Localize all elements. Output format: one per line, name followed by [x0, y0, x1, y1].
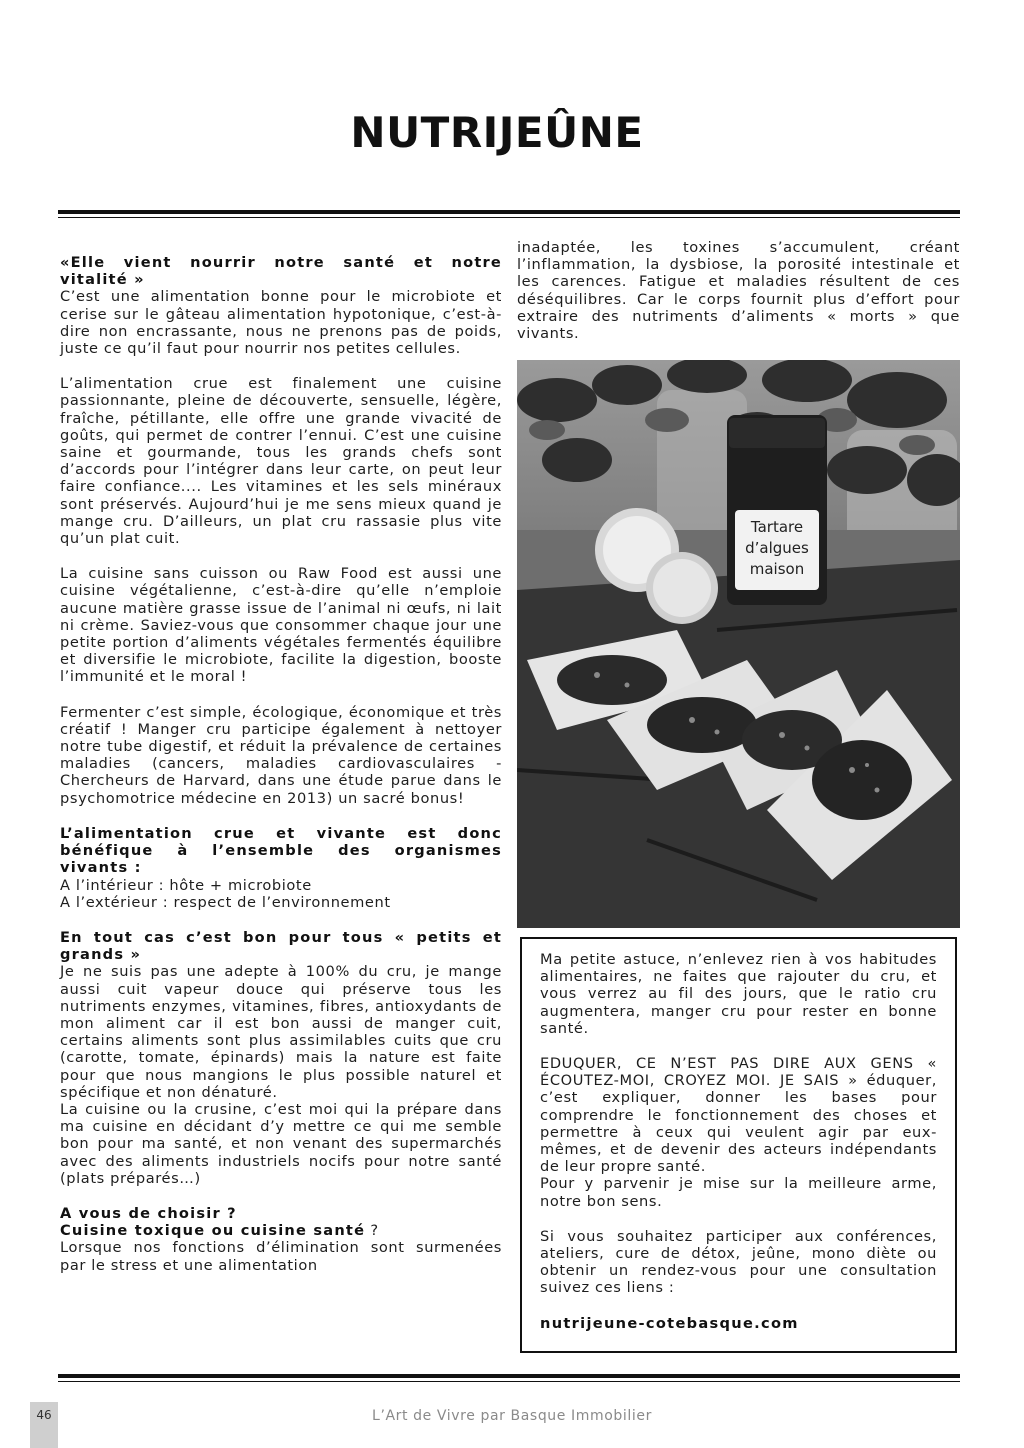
- benefit-line-outside: A l’extérieur : respect de l’environnement: [60, 893, 391, 911]
- intro-paragraph: C’est une alimentation bonne pour le microbiote et cerise sur le gâteau alimentation hypotonique, c’est-à-dire non encrassante, nous ne prenons pas de poids, juste ce qu’il faut pour nourrir nos petites cellules.: [60, 288, 502, 358]
- food-photo: [517, 360, 960, 928]
- educate-paragraph: EDUQUER, CE N’EST PAS DIRE AUX GENS « ÉCOUTEZ-MOI, CROYEZ MOI. JE SAIS » éduquer, c’est expliquer, donner les bases pour comprendre le fonctionnement des choses et permettre à ceux qui veulent agir par eux-mêmes, et de devenir des acteurs indépendants de leur propre santé.: [540, 1055, 937, 1176]
- jar-label-line-1: Tartare: [750, 518, 804, 536]
- website-link[interactable]: nutrijeune-cotebasque.com: [540, 1314, 799, 1332]
- fermentation-paragraph: Fermenter c’est simple, écologique, économique et très créatif ! Manger cru participe également à nettoyer notre tube digestif, et réduit la prévalence de certaines maladies (cancers, maladies cardiovasculaires - Chercheurs de Harvard, dans une étude parue dans le psychomotrice médecine en 2013) un sacré bonus!: [60, 703, 502, 807]
- intro-heading: «Elle vient nourrir notre santé et notre vitalité »: [60, 254, 502, 289]
- left-column: [60, 254, 502, 1274]
- choose-heading: A vous de choisir ?: [60, 1204, 237, 1222]
- cooked-paragraph: Je ne suis pas une adepte à 100% du cru, je mange aussi cuit vapeur douce qui préserve tous les nutriments enzymes, vitamines, fibres, antioxydants de mon aliment car il est bon aussi de manger cuit, certains aliments sont plus assimilables cuits que cru (carotte, tomate, épinards) mais la nature est faite pour que nous mangions le plus possible naturel et spécifique et non dénaturé.: [60, 963, 502, 1101]
- tip-paragraph: Ma petite astuce, n’enlevez rien à vos habitudes alimentaires, ne faites que rajouter du cru, et vous verrez au fil des jours, que le ratio cru augmentera, manger cru pour rester en bonne santé.: [540, 951, 937, 1037]
- benefit-heading: L’alimentation crue et vivante est donc bénéfique à l’ensemble des organismes vivants :: [60, 824, 502, 877]
- for-everyone-heading: En tout cas c’est bon pour tous « petits et grands »: [60, 928, 502, 964]
- footer-rule: [58, 1374, 960, 1382]
- elimination-paragraph: Lorsque nos fonctions d’élimination sont surmenées par le stress et une alimentation: [60, 1239, 502, 1274]
- page-title: NUTRIJEÛNE: [350, 108, 644, 157]
- jar-label-line-2: d’algues: [745, 539, 809, 557]
- crusine-paragraph: La cuisine ou la crusine, c’est moi qui la prépare dans ma cuisine en décidant d’y mettre ce qui me semble bon pour ma santé, et non venant des supermarchés avec des aliments industriels nocifs pour notre santé (plats préparés…): [60, 1100, 502, 1187]
- header-rule: [58, 210, 960, 218]
- right-column-continuation: inadaptée, les toxines s’accumulent, créant l’inflammation, la dysbiose, la porosité intestinale et les carences. Fatigue et maladies résultent de ces déséquilibres. Car le corps fournit plus d’effort pour extraire des nutriments d’aliments « morts » que vivants.: [517, 239, 960, 343]
- jar-label-line-3: maison: [749, 560, 805, 578]
- vegan-paragraph: La cuisine sans cuisson ou Raw Food est aussi une cuisine végétalienne, c’est-à-dire qu’elle n’emploie aucune matière grasse issue de l’animal ni œufs, ni lait ni crème. Saviez-vous que consommer chaque jour une petite portion d’aliments végétales fermentés équilibre et diversifie le microbiote, facilite la digestion, booste l’immunité et le moral !: [60, 565, 502, 686]
- footer-text: L’Art de Vivre par Basque Immobilier: [372, 1408, 652, 1424]
- page-number: 46: [30, 1402, 58, 1448]
- common-sense-paragraph: Pour y parvenir je mise sur la meilleure arme, notre bon sens.: [540, 1175, 937, 1210]
- toxic-vs-health-heading: Cuisine toxique ou cuisine santé: [60, 1222, 366, 1240]
- raw-food-paragraph: L’alimentation crue est finalement une cuisine passionnante, pleine de découverte, sensuelle, légère, fraîche, pétillante, elle offre une grande vivacité de goûts, qui permet de contrer l’ennui. C’est une cuisine saine et gourmande, tous les grands chefs sont d’accords pour l’intégrer dans leur carte, on peut leur faire confiance.... Les vitamines et les sels minéraux sont préservés. Aujourd’hui je me sens mieux quand je mange cru. D’ailleurs, un plat cru rassasie plus vite qu’un plat cuit.: [60, 375, 502, 548]
- benefit-line-inside: A l’intérieur : hôte + microbiote: [60, 876, 312, 894]
- tip-box: [520, 937, 957, 1353]
- contact-paragraph: Si vous souhaitez participer aux conférences, ateliers, cure de détox, jeûne, mono diète ou obtenir un rendez-vous pour une consultation suivez ces liens :: [540, 1227, 937, 1297]
- food-photo-illustration: [517, 360, 960, 928]
- question-mark: ?: [365, 1222, 379, 1240]
